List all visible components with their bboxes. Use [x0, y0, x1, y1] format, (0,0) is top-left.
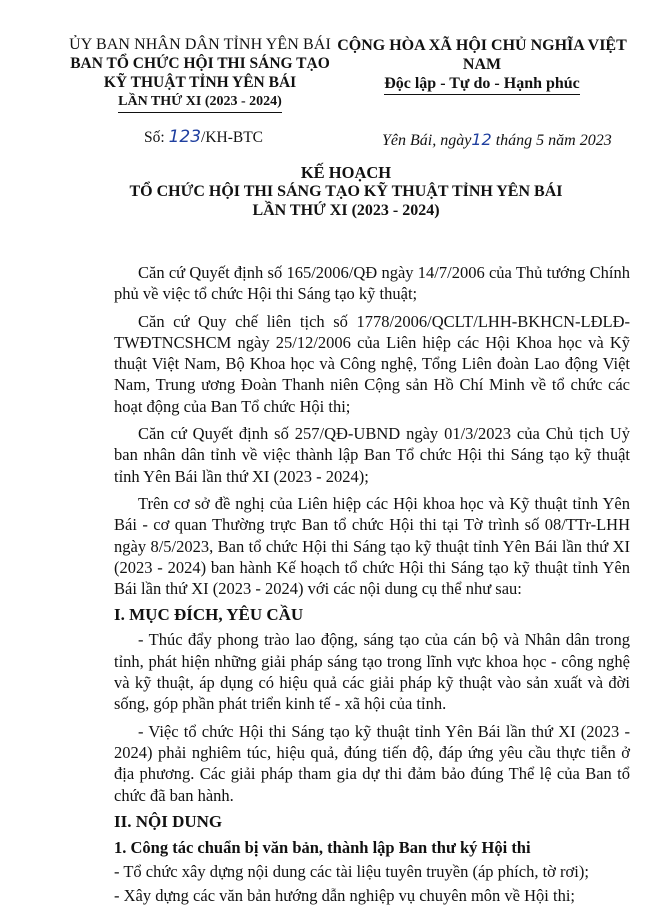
date-rest: tháng 5 năm 2023 [495, 132, 612, 149]
bullet-propaganda-materials: - Tổ chức xây dựng nội dung các tài liệu tuyên truyền (áp phích, tờ rơi); [114, 861, 589, 881]
date-place: Yên Bái, ngày [382, 132, 472, 149]
title-line-1: KẾ HOẠCH [300, 163, 392, 182]
nation-motto: Độc lập - Tự do - Hạnh phúc [384, 74, 580, 95]
subsection-heading-preparation: 1. Công tác chuẩn bị văn bản, thành lập Ban thư ký Hội thi [114, 837, 531, 857]
date-day-handwritten: 12 [471, 130, 492, 149]
paragraph-legal-basis-1: Căn cứ Quyết định số 165/2006/QĐ ngày 14/7/2006 của Thủ tướng Chính phủ về việc tổ chức Hội thi Sáng tạo kỹ thuật; [114, 263, 630, 304]
org-line-4: LẦN THỨ XI (2023 - 2024) [118, 93, 282, 113]
paragraph-legal-basis-3: Căn cứ Quyết định số 257/QĐ-UBND ngày 01/3/2023 của Chủ tịch Uỷ ban nhân dân tỉnh về việc thành lập Ban Tổ chức Hội thi Sáng tạo kỹ thuật tỉnh Yên Bái lần thứ XI (2023 - 2024); [114, 424, 630, 486]
paragraph-legal-basis-2: Căn cứ Quy chế liên tịch số 1778/2006/QCLT/LHH-BKHCN-LĐLĐ-TWĐTNCSHCM ngày 25/12/2006 của Liên hiệp các Hội Khoa học và Kỹ thuật Việt Nam, Bộ Khoa học và Công nghệ, Tổng Liên đoàn Lao động Việt Nam, Trung ương Đoàn Thanh niên Cộng sản Hồ Chí Minh về tổ chức các hoạt động của Ban Tổ chức Hội thi; [114, 311, 630, 416]
section-heading-content: II. NỘI DUNG [114, 811, 223, 831]
document-body [114, 262, 630, 906]
issuing-organization [66, 36, 334, 113]
document-title [66, 163, 626, 220]
section-heading-purpose: I. MỤC ĐÍCH, YÊU CẦU [114, 605, 304, 625]
nation-title: CỘNG HÒA XÃ HỘI CHỦ NGHĨA VIỆT NAM [337, 37, 627, 73]
paragraph-purpose-2: - Việc tổ chức Hội thi Sáng tạo kỹ thuật tỉnh Yên Bái lần thứ XI (2023 - 2024) phải nghiêm túc, hiệu quả, đúng tiến độ, đáp ứng yêu cầu thực tiễn ở địa phương. Các giải pháp tham gia dự thi đảm bảo đúng Thể lệ của Ban tổ chức đã ban hành. [114, 721, 630, 805]
title-line-2: TỔ CHỨC HỘI THI SÁNG TẠO KỸ THUẬT TỈNH YÊN BÁI [129, 183, 563, 200]
document-number [144, 127, 263, 148]
national-header [334, 36, 630, 95]
doc-number-suffix: /KH-BTC [201, 129, 264, 146]
title-line-3: LẦN THỨ XI (2023 - 2024) [252, 202, 440, 219]
org-line-3: KỸ THUẬT TỈNH YÊN BÁI [103, 74, 297, 91]
paragraph-purpose-1: - Thúc đẩy phong trào lao động, sáng tạo của cán bộ và Nhân dân trong tỉnh, phát hiện những giải pháp sáng tạo trong lĩnh vực khoa học - công nghệ và kỹ thuật, áp dụng có hiệu quả các giải pháp kỹ thuật vào sản xuất và đời sống, góp phần phát triển kinh tế - xã hội của tỉnh. [114, 630, 630, 714]
doc-number-handwritten: 123 [168, 127, 202, 147]
org-line-2: BAN TỔ CHỨC HỘI THI SÁNG TẠO [70, 55, 330, 72]
bullet-guidance-documents: - Xây dựng các văn bản hướng dẫn nghiệp vụ chuyên môn về Hội thi; [114, 886, 576, 906]
org-line-1: ỦY BAN NHÂN DÂN TỈNH YÊN BÁI [69, 36, 331, 53]
place-and-date [382, 130, 612, 151]
paragraph-proposal: Trên cơ sở đề nghị của Liên hiệp các Hội khoa học và Kỹ thuật tỉnh Yên Bái - cơ quan Thường trực Ban tổ chức Hội thi tại Tờ trình số 08/TTr-LHH ngày 8/5/2023, Ban tổ chức Hội thi Sáng tạo kỹ thuật tỉnh Yên Bái lần thứ XI (2023 - 2024) ban hành Kế hoạch tổ chức Hội thi Sáng tạo kỹ thuật tỉnh Yên Bái lần thứ XI (2023 - 2024) với các nội dung cụ thể như sau: [114, 493, 630, 599]
doc-number-prefix: Số: [144, 129, 165, 146]
